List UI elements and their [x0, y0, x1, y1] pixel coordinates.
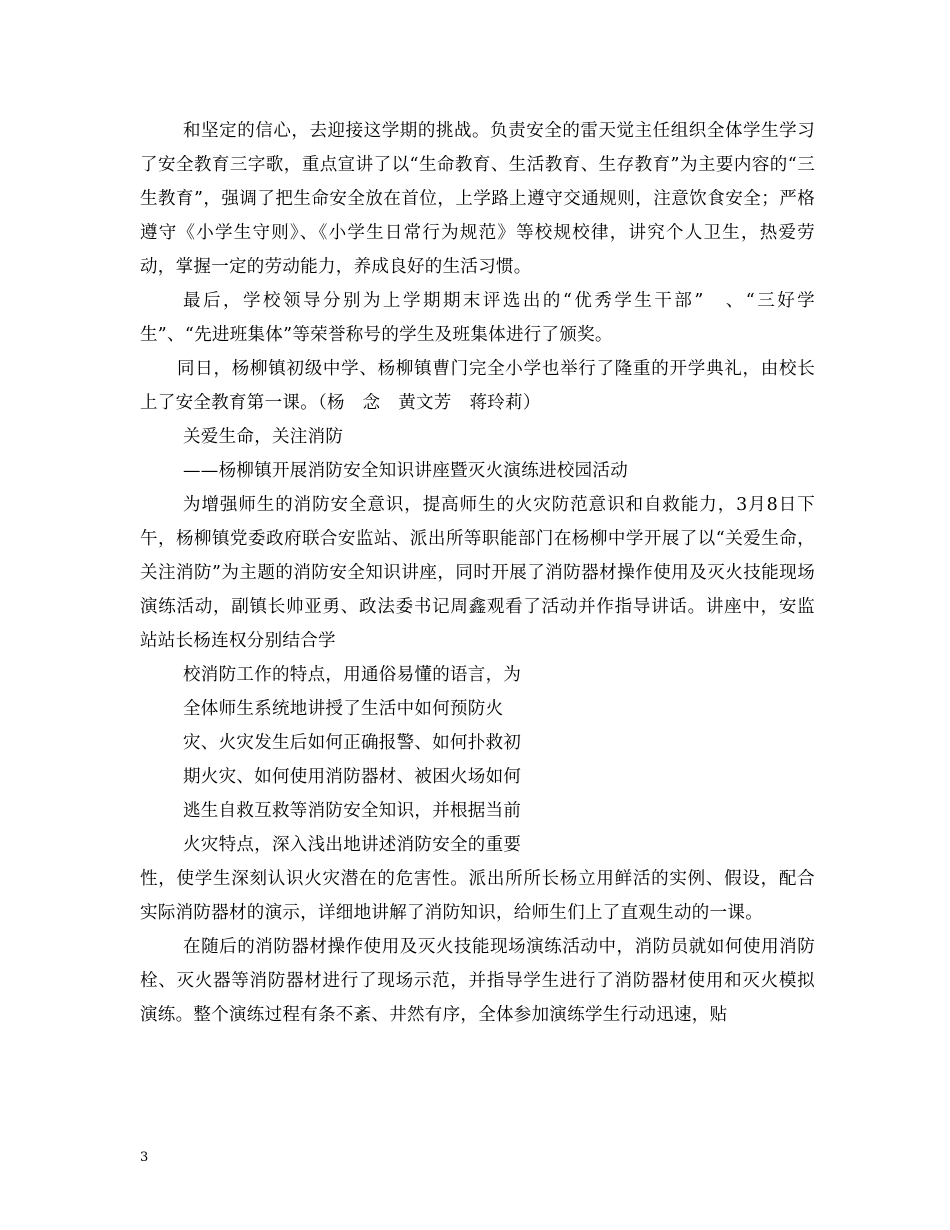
article-title: 关爱生命，关注消防: [183, 427, 344, 447]
lecture-line: 全体师生系统地讲授了生活中如何预防火: [183, 699, 504, 719]
paragraph-police-demo: 性，使学生深刻认识火灾潜在的危害性。派出所所长杨立用鲜活的实例、假设，配合实际消防器材的演示，详细地讲解了消防知识，给师生们上了直观生动的一课。: [140, 869, 815, 923]
lecture-line: 灾、火灾发生后如何正确报警、如何扑救初: [183, 733, 522, 753]
lecture-line: 期火灾、如何使用消防器材、被困火场如何: [183, 767, 522, 787]
paragraph-other-schools: 同日，杨柳镇初级中学、杨柳镇曹门完全小学也举行了隆重的开学典礼，由校长上了安全教育第一课。（杨 念 黄文芳 蒋玲莉）: [140, 359, 815, 413]
paragraph-opening-ceremony: 和坚定的信心，去迎接这学期的挑战。负责安全的雷天觉主任组织全体学生学习了安全教育三字歌，重点宣讲了以“生命教育、生活教育、生存教育”为主要内容的“三生教育”，强调了把生命安全放在首位，上学路上遵守交通规则，注意饮食安全；严格遵守《小学生守则》、《小学生日常行为规范》等校规校律，讲究个人卫生，热爱劳动，掌握一定的劳动能力，养成良好的生活习惯。: [140, 121, 815, 277]
paragraph-drill: 在随后的消防器材操作使用及灭火技能现场演练活动中，消防员就如何使用消防栓、灭火器等消防器材进行了现场示范，并指导学生进行了消防器材使用和灭火模拟演练。整个演练过程有条不紊、井然有序，全体参加演练学生行动迅速，贴: [140, 937, 815, 1025]
document-body: [140, 114, 815, 1032]
paragraph-awards: 最后，学校领导分别为上学期期末评选出的“优秀学生干部” 、“三好学生”、“先进班集体”等荣誉称号的学生及班集体进行了颁奖。: [140, 291, 815, 345]
article-subtitle: ——杨柳镇开展消防安全知识讲座暨灭火演练进校园活动: [183, 461, 628, 481]
lecture-line: 校消防工作的特点，用通俗易懂的语言，为: [183, 665, 522, 685]
paragraph-fire-lecture: 为增强师生的消防安全意识，提高师生的火灾防范意识和自救能力，3月8日下午，杨柳镇党委政府联合安监站、派出所等职能部门在杨柳中学开展了以“关爱生命，关注消防”为主题的消防安全知识讲座，同时开展了消防器材操作使用及灭火技能现场演练活动，副镇长帅亚勇、政法委书记周鑫观看了活动并作指导讲话。讲座中，安监站站长杨连权分别结合学: [140, 495, 815, 651]
lecture-line: 逃生自救互救等消防安全知识，并根据当前: [183, 801, 522, 821]
page-number: 3: [140, 1150, 149, 1165]
lecture-line: 火灾特点，深入浅出地讲述消防安全的重要: [183, 835, 522, 855]
